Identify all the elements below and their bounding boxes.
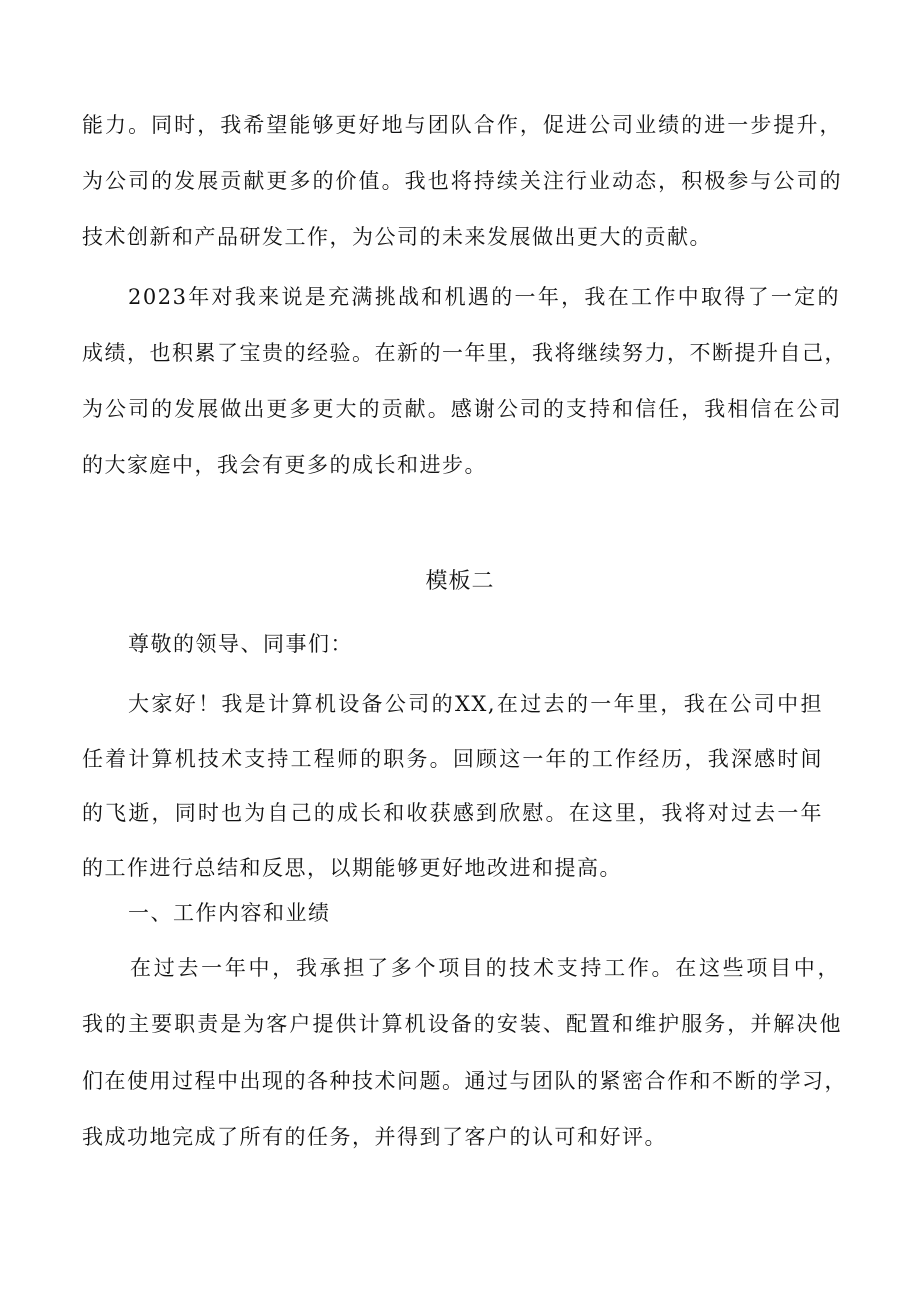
paragraph-3-line-2: 任着计算机技术支持工程师的职务。回顾这一年的工作经历，我深感时间 bbox=[82, 747, 823, 771]
paragraph-4-line-2: 我的主要职责是为客户提供计算机设备的安装、配置和维护服务，并解决他 bbox=[82, 1012, 842, 1036]
paragraph-4-line-4: 我成功地完成了所有的任务，并得到了客户的认可和好评。 bbox=[82, 1125, 667, 1149]
subheading: 一、工作内容和业绩 bbox=[128, 901, 331, 925]
paragraph-3-line-3: 的飞逝，同时也为自己的成长和收获感到欣慰。在这里，我将对过去一年 bbox=[82, 801, 823, 825]
paragraph-2-line-1: 2023年对我来说是充满挑战和机遇的一年，我在工作中取得了一定的 bbox=[128, 285, 840, 309]
section-title: 模板二 bbox=[425, 569, 495, 594]
paragraph-1-line-2: 为公司的发展贡献更多的价值。我也将持续关注行业动态，积极参与公司的 bbox=[82, 169, 842, 193]
paragraph-3-line-4: 的工作进行总结和反思，以期能够更好地改进和提高。 bbox=[82, 856, 622, 880]
paragraph-3-line-1: 大家好！我是计算机设备公司的XX,在过去的一年里，我在公司中担 bbox=[128, 692, 823, 716]
salutation: 尊敬的领导、同事们： bbox=[128, 632, 353, 656]
paragraph-4-line-1: 在过去一年中，我承担了多个项目的技术支持工作。在这些项目中， bbox=[130, 956, 840, 980]
paragraph-1-line-1: 能力。同时，我希望能够更好地与团队合作，促进公司业绩的进一步提升， bbox=[82, 113, 842, 137]
paragraph-2-line-2: 成绩，也积累了宝贵的经验。在新的一年里，我将继续努力，不断提升自己， bbox=[82, 341, 847, 365]
paragraph-4-line-3: 们在使用过程中出现的各种技术问题。通过与团队的紧密合作和不断的学习， bbox=[82, 1069, 847, 1093]
paragraph-2-line-4: 的大家庭中，我会有更多的成长和进步。 bbox=[82, 453, 487, 477]
paragraph-2-line-3: 为公司的发展做出更多更大的贡献。感谢公司的支持和信任，我相信在公司 bbox=[82, 397, 842, 421]
paragraph-1-line-3: 技术创新和产品研发工作，为公司的未来发展做出更大的贡献。 bbox=[82, 225, 712, 249]
